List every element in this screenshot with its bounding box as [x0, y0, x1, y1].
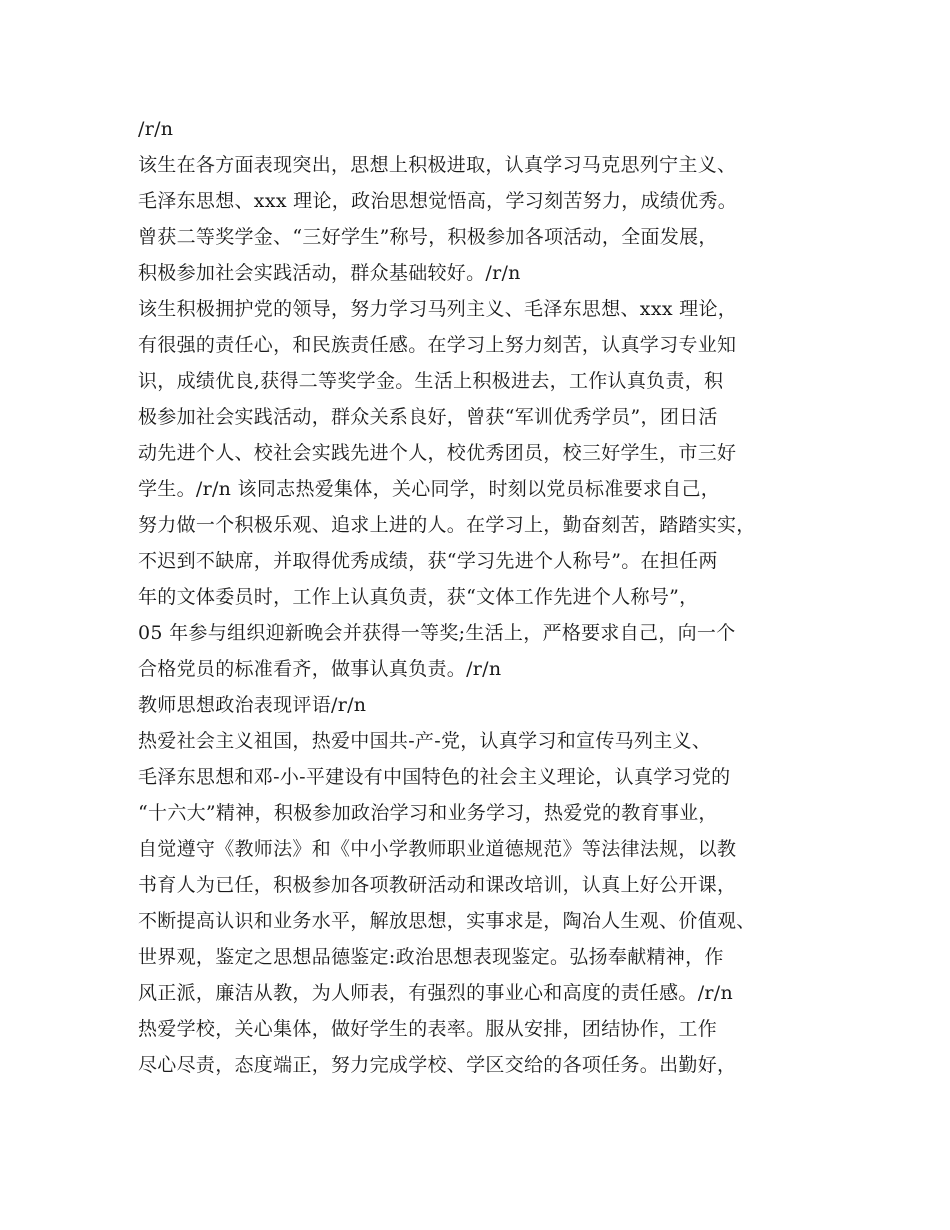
text-line: 书育人为已任，积极参加各项教研活动和课改培训，认真上好公开课，	[138, 874, 737, 896]
text-line: 不断提高认识和业务水平，解放思想，实事求是，陶冶人生观、价值观、	[138, 910, 756, 932]
text-line: 毛泽东思想、xxx 理论，政治思想觉悟高，学习刻苦努力，成绩优秀。	[138, 190, 738, 212]
text-line: 积极参加社会实践活动，群众基础较好。/r/n	[138, 262, 521, 284]
text-line: 该生在各方面表现突出，思想上积极进取，认真学习马克思列宁主义、	[138, 154, 737, 176]
text-line: 努力做一个积极乐观、追求上进的人。在学习上，勤奋刻苦，踏踏实实，	[138, 514, 756, 536]
text-line: 曾获二等奖学金、“三好学生”称号，积极参加各项活动，全面发展，	[138, 226, 718, 248]
section-heading: 教师思想政治表现评语/r/n	[138, 694, 367, 716]
text-line: 毛泽东思想和邓-小-平建设有中国特色的社会主义理论，认真学习党的	[138, 766, 731, 788]
text-line: 世界观，鉴定之思想品德鉴定:政治思想表现鉴定。弘扬奉献精神，作	[138, 946, 724, 968]
text-line: 合格党员的标准看齐，做事认真负责。/r/n	[138, 658, 502, 680]
text-line: 年的文体委员时，工作上认真负责，获“文体工作先进个人称号”，	[138, 586, 699, 608]
text-line: 05 年参与组织迎新晚会并获得一等奖;生活上，严格要求自己，向一个	[138, 622, 736, 644]
text-line: 热爱社会主义祖国，热爱中国共-产-党，认真学习和宣传马列主义、	[138, 730, 712, 752]
text-line: 自觉遵守《教师法》和《中小学教师职业道德规范》等法律法规，以教	[138, 838, 737, 860]
text-line: 极参加社会实践活动，群众关系良好，曾获“军训优秀学员”，团日活	[138, 406, 718, 428]
text-line: 该生积极拥护党的领导，努力学习马列主义、毛泽东思想、xxx 理论，	[138, 298, 738, 320]
text-line: “十六大”精神，积极参加政治学习和业务学习，热爱党的教育事业，	[138, 802, 718, 824]
text-line: 风正派，廉洁从教，为人师表，有强烈的事业心和高度的责任感。/r/n	[138, 982, 734, 1004]
text-line: 有很强的责任心，和民族责任感。在学习上努力刻苦，认真学习专业知	[138, 334, 737, 356]
text-line: 尽心尽责，态度端正，努力完成学校、学区交给的各项任务。出勤好，	[138, 1054, 737, 1076]
text-line: /r/n	[138, 118, 174, 140]
text-line: 热爱学校，关心集体，做好学生的表率。服从安排，团结协作，工作	[138, 1018, 718, 1040]
text-line: 学生。/r/n 该同志热爱集体，关心同学，时刻以党员标准要求自己，	[138, 478, 721, 500]
text-line: 识，成绩优良,获得二等奖学金。生活上积极进去，工作认真负责，积	[138, 370, 724, 392]
text-line: 动先进个人、校社会实践先进个人，校优秀团员，校三好学生，市三好	[138, 442, 737, 464]
text-line: 不迟到不缺席，并取得优秀成绩，获“学习先进个人称号”。在担任两	[138, 550, 718, 572]
